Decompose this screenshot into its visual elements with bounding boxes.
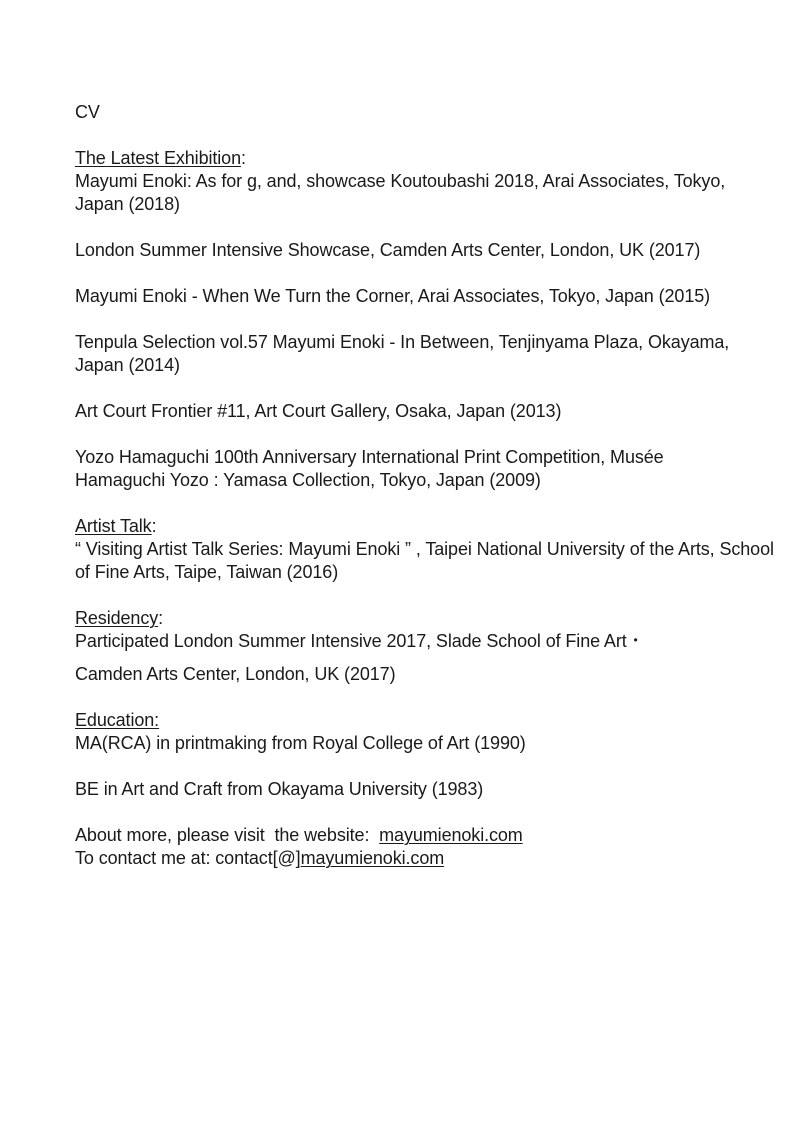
cv-content	[75, 101, 775, 870]
artist-talk-item: “ Visiting Artist Talk Series: Mayumi Enoki ” , Taipei National University of the Arts, School of Fine Arts, Taipe, Taiwan (2016)	[75, 539, 774, 582]
heading-colon: :	[241, 148, 246, 168]
website-line	[75, 824, 775, 847]
exhibition-item: London Summer Intensive Showcase, Camden Arts Center, London, UK (2017)	[75, 240, 701, 260]
heading-colon: :	[151, 516, 157, 536]
exhibition-item: Yozo Hamaguchi 100th Anniversary International Print Competition, Musée Hamaguchi Yozo : Yamasa Collection, Tokyo, Japan (2009)	[75, 447, 664, 490]
website-link[interactable]: mayumienoki.com	[379, 825, 523, 845]
heading-colon: :	[158, 608, 164, 628]
email-link[interactable]: mayumienoki.com	[300, 848, 445, 868]
residency-heading-line	[75, 607, 775, 630]
latest-exhibition-heading-line	[75, 147, 775, 170]
education-heading: Education:	[75, 710, 160, 730]
email-line	[75, 847, 775, 870]
latest-exhibition-heading: The Latest Exhibition	[75, 148, 241, 168]
email-prefix: To contact me at: contact[@]	[75, 848, 301, 868]
residency-item-line2: Camden Arts Center, London, UK (2017)	[75, 664, 396, 684]
page-title: CV	[75, 102, 100, 122]
education-item: MA(RCA) in printmaking from Royal College of Art (1990)	[75, 733, 526, 753]
artist-talk-heading: Artist Talk	[75, 516, 152, 536]
website-prefix: About more, please visit the website:	[75, 825, 380, 845]
artist-talk-heading-line	[75, 515, 775, 538]
exhibition-item: Mayumi Enoki - When We Turn the Corner, Arai Associates, Tokyo, Japan (2015)	[75, 286, 711, 306]
education-item: BE in Art and Craft from Okayama University (1983)	[75, 779, 484, 799]
education-heading-line	[75, 709, 775, 732]
exhibition-item: Tenpula Selection vol.57 Mayumi Enoki - In Between, Tenjinyama Plaza, Okayama, Japan (2014)	[75, 332, 730, 375]
residency-item-line1: Participated London Summer Intensive 2017, Slade School of Fine Art・	[75, 631, 645, 651]
residency-heading: Residency	[75, 608, 159, 628]
exhibition-item: Mayumi Enoki: As for g, and, showcase Koutoubashi 2018, Arai Associates, Tokyo, Japan (2018)	[75, 171, 726, 214]
exhibition-item: Art Court Frontier #11, Art Court Gallery, Osaka, Japan (2013)	[75, 401, 562, 421]
